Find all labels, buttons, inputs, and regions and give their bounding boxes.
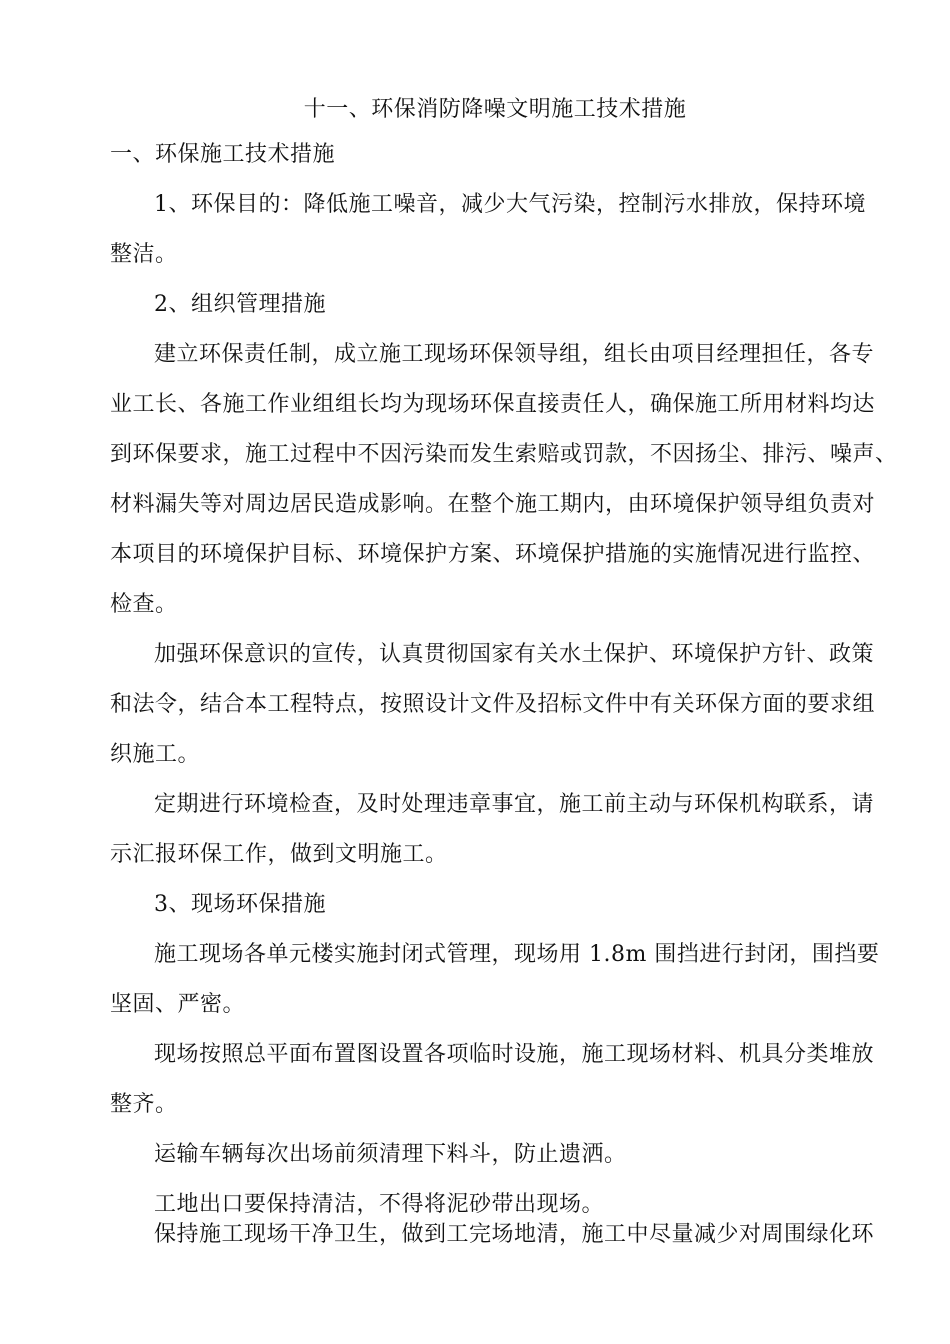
- paragraph-line: 运输车辆每次出场前须清理下料斗，防止遗洒。: [154, 1142, 627, 1167]
- paragraph-line: 工地出口要保持清洁，不得将泥砂带出现场。: [154, 1192, 605, 1217]
- paragraph-line: 材料漏失等对周边居民造成影响。在整个施工期内，由环境保护领导组负责对: [110, 492, 876, 517]
- paragraph-line: 加强环保意识的宣传，认真贯彻国家有关水土保护、环境保护方针、政策: [154, 642, 875, 667]
- subsection-heading: 3、现场环保措施: [154, 892, 326, 917]
- paragraph-line: 业工长、各施工作业组组长均为现场环保直接责任人，确保施工所用材料均达: [110, 392, 876, 417]
- paragraph-line: 检查。: [110, 592, 178, 617]
- paragraph-line: 到环保要求，施工过程中不因污染而发生索赔或罚款，不因扬尘、排污、噪声、: [110, 442, 898, 467]
- section-heading: 一、环保施工技术措施: [110, 142, 336, 167]
- paragraph-line: 整齐。: [110, 1092, 178, 1117]
- subsection-heading: 2、组织管理措施: [154, 292, 326, 317]
- paragraph-line: 现场按照总平面布置图设置各项临时设施，施工现场材料、机具分类堆放: [154, 1042, 875, 1067]
- page-title: 十一、环保消防降噪文明施工技术措施: [303, 97, 687, 122]
- paragraph-line: 1、环保目的：降低施工噪音，减少大气污染，控制污水排放，保持环境: [154, 192, 866, 217]
- paragraph-line: 织施工。: [110, 742, 201, 767]
- paragraph-line: 定期进行环境检查，及时处理违章事宜，施工前主动与环保机构联系，请: [154, 792, 875, 817]
- paragraph-line: 保持施工现场干净卫生，做到工完场地清，施工中尽量减少对周围绿化环: [154, 1222, 875, 1247]
- paragraph-line: 和法令，结合本工程特点，按照设计文件及招标文件中有关环保方面的要求组: [110, 692, 876, 717]
- paragraph-line: 示汇报环保工作，做到文明施工。: [110, 842, 448, 867]
- paragraph-line: 整洁。: [110, 242, 178, 267]
- paragraph-line: 建立环保责任制，成立施工现场环保领导组，组长由项目经理担任，各专: [154, 342, 875, 367]
- paragraph-line: 本项目的环境保护目标、环境保护方案、环境保护措施的实施情况进行监控、: [110, 542, 876, 567]
- paragraph-line: 施工现场各单元楼实施封闭式管理，现场用 1.8m 围挡进行封闭，围挡要: [154, 942, 880, 967]
- paragraph-line: 坚固、严密。: [110, 992, 246, 1017]
